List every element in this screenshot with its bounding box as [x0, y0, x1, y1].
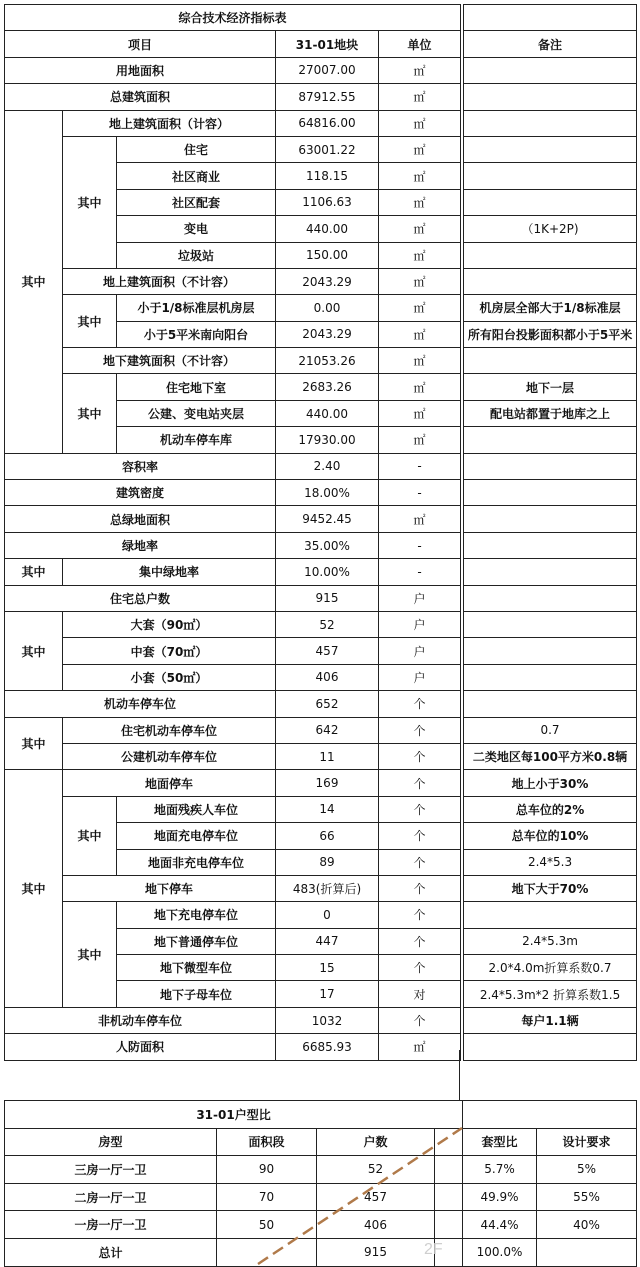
table-row: 机动车停车库 17930.00 ㎡ — [5, 427, 637, 453]
header-row: 房型 面积段 户数 套型比 设计要求 — [5, 1128, 637, 1156]
table-row: 其中 集中绿地率 10.00% - — [5, 559, 637, 585]
group-label: 其中 — [5, 559, 63, 585]
table-row: 其中 住宅地下室 2683.26 ㎡ 地下一层 — [5, 374, 637, 400]
header-item: 项目 — [5, 31, 276, 57]
table-title: 综合技术经济指标表 — [5, 5, 461, 31]
group-label: 其中 — [63, 374, 117, 453]
table-row: 住宅总户数 915 户 — [5, 585, 637, 611]
table-row: 人防面积 6685.93 ㎡ — [5, 1034, 637, 1060]
table-row: 一房一厅一卫 50 406 44.4% 40% — [5, 1211, 637, 1239]
group-label: 其中 — [5, 717, 63, 770]
table-row: 其中 小于1/8标准层机房层 0.00 ㎡ 机房层全部大于1/8标准层 — [5, 295, 637, 321]
table-row: 其中 住宅 63001.22 ㎡ — [5, 136, 637, 162]
group-label: 其中 — [5, 611, 63, 690]
table-row: 变电 440.00 ㎡ （1K+2P) — [5, 216, 637, 242]
table-row: 地上建筑面积（不计容） 2043.29 ㎡ — [5, 268, 637, 294]
group-label: 其中 — [5, 110, 63, 453]
group-label: 其中 — [5, 770, 63, 1008]
group-label: 其中 — [63, 796, 117, 875]
table-row: 二房一厅一卫 70 457 49.9% 55% — [5, 1183, 637, 1211]
table-row: 地下子母车位 17 对 2.4*5.3m*2 折算系数1.5 — [5, 981, 637, 1007]
total-row: 总计 915 100.0% — [5, 1238, 637, 1266]
header-unit: 单位 — [379, 31, 461, 57]
table-row: 其中 地面停车 169 个 地上小于30% — [5, 770, 637, 796]
table-row: 社区配套 1106.63 ㎡ — [5, 189, 637, 215]
table-row: 总建筑面积 87912.55 ㎡ — [5, 84, 637, 110]
table-row: 其中 地下充电停车位 0 个 — [5, 902, 637, 928]
table-row: 用地面积 27007.00 ㎡ — [5, 57, 637, 83]
table-row: 垃圾站 150.00 ㎡ — [5, 242, 637, 268]
table-row: 其中 住宅机动车停车位 642 个 0.7 — [5, 717, 637, 743]
table-row: 地下微型车位 15 个 2.0*4.0m折算系数0.7 — [5, 955, 637, 981]
table-row: 地下普通停车位 447 个 2.4*5.3m — [5, 928, 637, 954]
table-row: 非机动车停车位 1032 个 每户1.1辆 — [5, 1007, 637, 1033]
table-row: 地面充电停车位 66 个 总车位的10% — [5, 823, 637, 849]
table-row: 容积率 2.40 - — [5, 453, 637, 479]
table-row: 地下停车 483(折算后) 个 地下大于70% — [5, 875, 637, 901]
table-row: 公建、变电站夹层 440.00 ㎡ 配电站都置于地库之上 — [5, 400, 637, 426]
unit-table-title: 31-01户型比 — [5, 1101, 463, 1129]
group-label: 其中 — [63, 295, 117, 348]
group-label: 其中 — [63, 902, 117, 1008]
group-label: 其中 — [63, 136, 117, 268]
table-row: 绿地率 35.00% - — [5, 532, 637, 558]
header-note: 备注 — [464, 31, 637, 57]
table-row: 地下建筑面积（不计容） 21053.26 ㎡ — [5, 348, 637, 374]
stamp-text: 2F — [424, 1241, 443, 1258]
table-row: 其中 地上建筑面积（计容） 64816.00 ㎡ — [5, 110, 637, 136]
table-row: 三房一厅一卫 90 52 5.7% 5% — [5, 1156, 637, 1184]
table-row: 中套（70㎡） 457 户 — [5, 638, 637, 664]
table-row: 总绿地面积 9452.45 ㎡ — [5, 506, 637, 532]
table-row: 机动车停车位 652 个 — [5, 691, 637, 717]
header-value: 31-01地块 — [276, 31, 379, 57]
table-row: 公建机动车停车位 11 个 二类地区每100平方米0.8辆 — [5, 743, 637, 769]
table-row: 建筑密度 18.00% - — [5, 480, 637, 506]
table-row: 社区商业 118.15 ㎡ — [5, 163, 637, 189]
table-row: 小于5平米南向阳台 2043.29 ㎡ 所有阳台投影面积都小于5平米 — [5, 321, 637, 347]
table-row: 小套（50㎡） 406 户 — [5, 664, 637, 690]
table-row: 地面非充电停车位 89 个 2.4*5.3 — [5, 849, 637, 875]
table-row: 其中 大套（90㎡） 52 户 — [5, 611, 637, 637]
table-row: 其中 地面残疾人车位 14 个 总车位的2% — [5, 796, 637, 822]
